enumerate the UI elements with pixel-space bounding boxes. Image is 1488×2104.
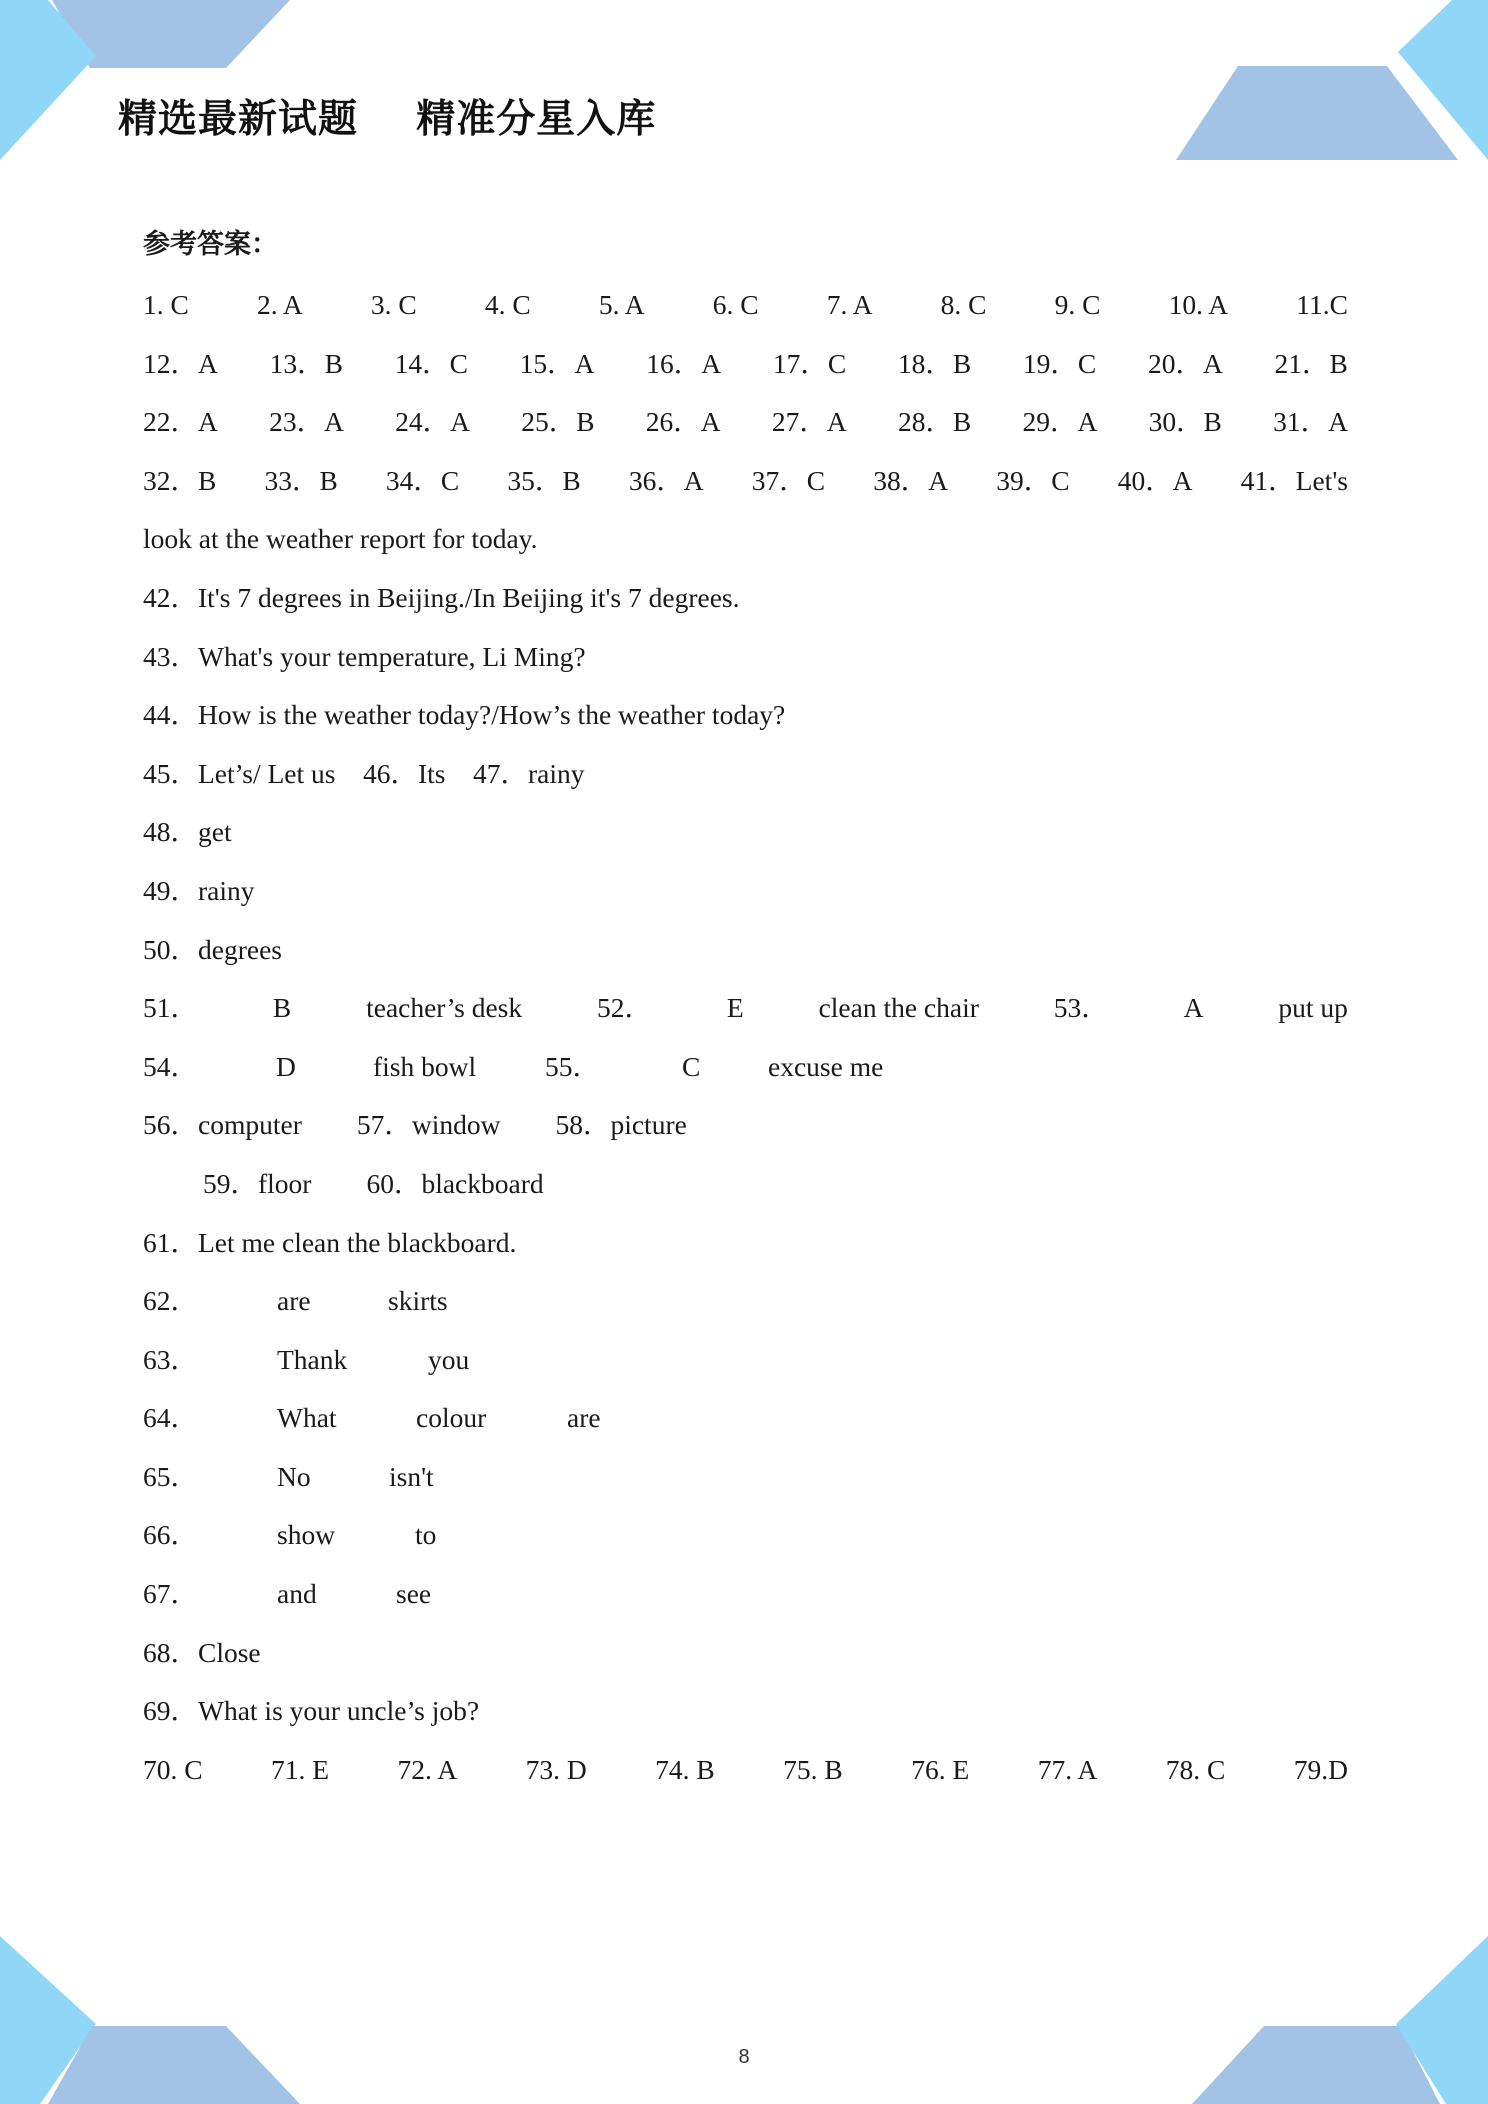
answer-68: 68．Close: [143, 1636, 261, 1668]
answer-item: teacher’s desk: [366, 992, 523, 1024]
answer-item: D: [276, 1050, 296, 1082]
answer-65: [143, 1448, 1348, 1507]
answer-item: 4. C: [484, 289, 531, 320]
answer-item: 62．: [143, 1285, 198, 1317]
answer-48: 48．get: [143, 816, 232, 848]
answer-item: 2. A: [256, 289, 303, 320]
answer-item: 23．A: [269, 406, 344, 438]
answer-item: 53．: [1053, 992, 1109, 1024]
answer-item: skirts: [388, 1285, 448, 1317]
answer-item: 31．A: [1273, 406, 1348, 438]
answer-item: isn't: [389, 1460, 434, 1492]
answer-item: 36．A: [628, 464, 704, 496]
answer-item: 40．A: [1117, 464, 1193, 496]
answer-key-heading: 参考答案：: [143, 229, 278, 260]
answer-62: [143, 1272, 1348, 1331]
answer-45-47: 45．Let’s/ Let us 46．Its 47．rainy: [143, 757, 585, 789]
answer-item: 73. D: [525, 1753, 587, 1785]
answer-item: 29．A: [1022, 406, 1098, 438]
answer-item: 37．C: [751, 464, 826, 496]
answer-item: 63．: [143, 1343, 198, 1375]
answer-item: 7. A: [826, 289, 873, 320]
answer-61: 61．Let me clean the blackboard.: [143, 1226, 517, 1258]
answer-item: 34．C: [385, 464, 460, 496]
answer-item: 72. A: [397, 1753, 458, 1785]
answer-item: 52．: [597, 992, 652, 1024]
answer-item: are: [277, 1285, 311, 1317]
answer-item: clean the chair: [818, 992, 979, 1024]
answer-item: 33．B: [264, 464, 338, 496]
answer-63: [143, 1331, 1348, 1390]
answer-item: you: [428, 1343, 470, 1375]
answer-item: B: [272, 992, 292, 1024]
header-title: 精选最新试题 精准分星入库: [118, 97, 657, 142]
answer-41-continuation: look at the weather report for today.: [143, 523, 538, 555]
answer-item: 19．C: [1022, 347, 1097, 379]
answer-item: 10. A: [1168, 289, 1229, 320]
answer-item: 51．: [143, 992, 198, 1024]
answer-item: 13．B: [269, 347, 343, 379]
answer-item: C: [682, 1050, 701, 1082]
answer-item: 14．C: [394, 347, 468, 379]
answer-59-60: 59．floor 60．blackboard: [203, 1167, 544, 1199]
answer-64: [143, 1389, 1348, 1448]
answer-item: 64．: [143, 1402, 198, 1434]
answer-item: What: [277, 1402, 337, 1434]
answer-item: 71. E: [271, 1753, 330, 1785]
answer-item: 65．: [143, 1460, 198, 1492]
answer-item: 75. B: [783, 1753, 843, 1785]
answer-key: [143, 218, 1348, 1799]
answer-item: are: [567, 1402, 601, 1434]
answer-item: to: [415, 1519, 437, 1551]
decor-top-right-trapezoid: [1176, 66, 1458, 160]
answer-row-1-11: [143, 276, 1348, 335]
answer-item: 77. A: [1037, 1753, 1098, 1785]
answer-row-54-55: [143, 1038, 1348, 1097]
answer-item: and: [277, 1578, 317, 1610]
answer-row-32-41: [143, 452, 1348, 511]
answer-44: 44．How is the weather today?/How’s the weather today?: [143, 699, 786, 731]
answer-item: 74. B: [655, 1753, 715, 1785]
answer-item: 55．: [545, 1050, 600, 1082]
answer-item: 25．B: [521, 406, 595, 438]
answer-42: 42．It's 7 degrees in Beijing./In Beijing it's 7 degrees.: [143, 581, 740, 613]
answer-item: 11.C: [1296, 289, 1348, 320]
answer-item: 1. C: [143, 289, 189, 320]
answer-69: 69．What is your uncle’s job?: [143, 1695, 480, 1727]
answer-item: fish bowl: [373, 1050, 477, 1082]
answer-item: 67．: [143, 1578, 198, 1610]
answer-item: A: [1183, 992, 1204, 1024]
answer-67: [143, 1565, 1348, 1624]
answer-item: see: [396, 1578, 432, 1610]
answer-item: 79.D: [1293, 1753, 1348, 1785]
answer-item: 21．B: [1274, 347, 1348, 379]
answer-66: [143, 1506, 1348, 1565]
answer-item: 5. A: [598, 289, 645, 320]
answer-item: No: [277, 1460, 311, 1492]
answer-item: 16．A: [646, 347, 722, 379]
answer-item: 18．B: [897, 347, 972, 379]
answer-item: show: [277, 1519, 336, 1551]
answer-row-70-79: [143, 1741, 1348, 1800]
answer-item: 66．: [143, 1519, 198, 1551]
answer-item: 32．B: [143, 464, 217, 496]
answer-item: 30．B: [1148, 406, 1222, 438]
answer-item: E: [726, 992, 744, 1024]
answer-item: 8. C: [940, 289, 987, 320]
answer-item: 70. C: [143, 1753, 203, 1785]
answer-item: 12．A: [143, 347, 218, 379]
answer-50: 50．degrees: [143, 933, 282, 965]
answer-item: 26．A: [645, 406, 721, 438]
answer-43: 43．What's your temperature, Li Ming?: [143, 640, 586, 672]
answer-item: 20．A: [1147, 347, 1223, 379]
answer-item: 24．A: [395, 406, 471, 438]
answer-row-51-53: [143, 979, 1348, 1038]
answer-item: 35．B: [507, 464, 581, 496]
answer-item: colour: [416, 1402, 487, 1434]
answer-item: 17．C: [772, 347, 847, 379]
answer-item: 38．A: [873, 464, 949, 496]
answer-item: 78. C: [1165, 1753, 1226, 1785]
answer-item: 9. C: [1054, 289, 1101, 320]
answer-49: 49．rainy: [143, 874, 255, 906]
answer-item: 22．A: [143, 406, 218, 438]
answer-item: 76. E: [911, 1753, 970, 1785]
answer-item: Thank: [277, 1343, 348, 1375]
answer-item: 3. C: [370, 289, 417, 320]
answer-row-22-31: [143, 393, 1348, 452]
answer-item: 28．B: [897, 406, 972, 438]
answer-item: 41．Let's: [1240, 464, 1348, 496]
answer-item: 15．A: [519, 347, 595, 379]
answer-item: excuse me: [768, 1050, 884, 1082]
answer-item: 39．C: [996, 464, 1070, 496]
answer-item: 6. C: [712, 289, 759, 320]
answer-item: 54．: [143, 1050, 198, 1082]
answer-row-12-21: [143, 335, 1348, 394]
page-number: 8: [738, 2046, 750, 2068]
answer-56-58: 56．computer 57．window 58．picture: [143, 1109, 687, 1141]
answer-item: put up: [1278, 992, 1348, 1024]
answer-item: 27．A: [771, 406, 847, 438]
